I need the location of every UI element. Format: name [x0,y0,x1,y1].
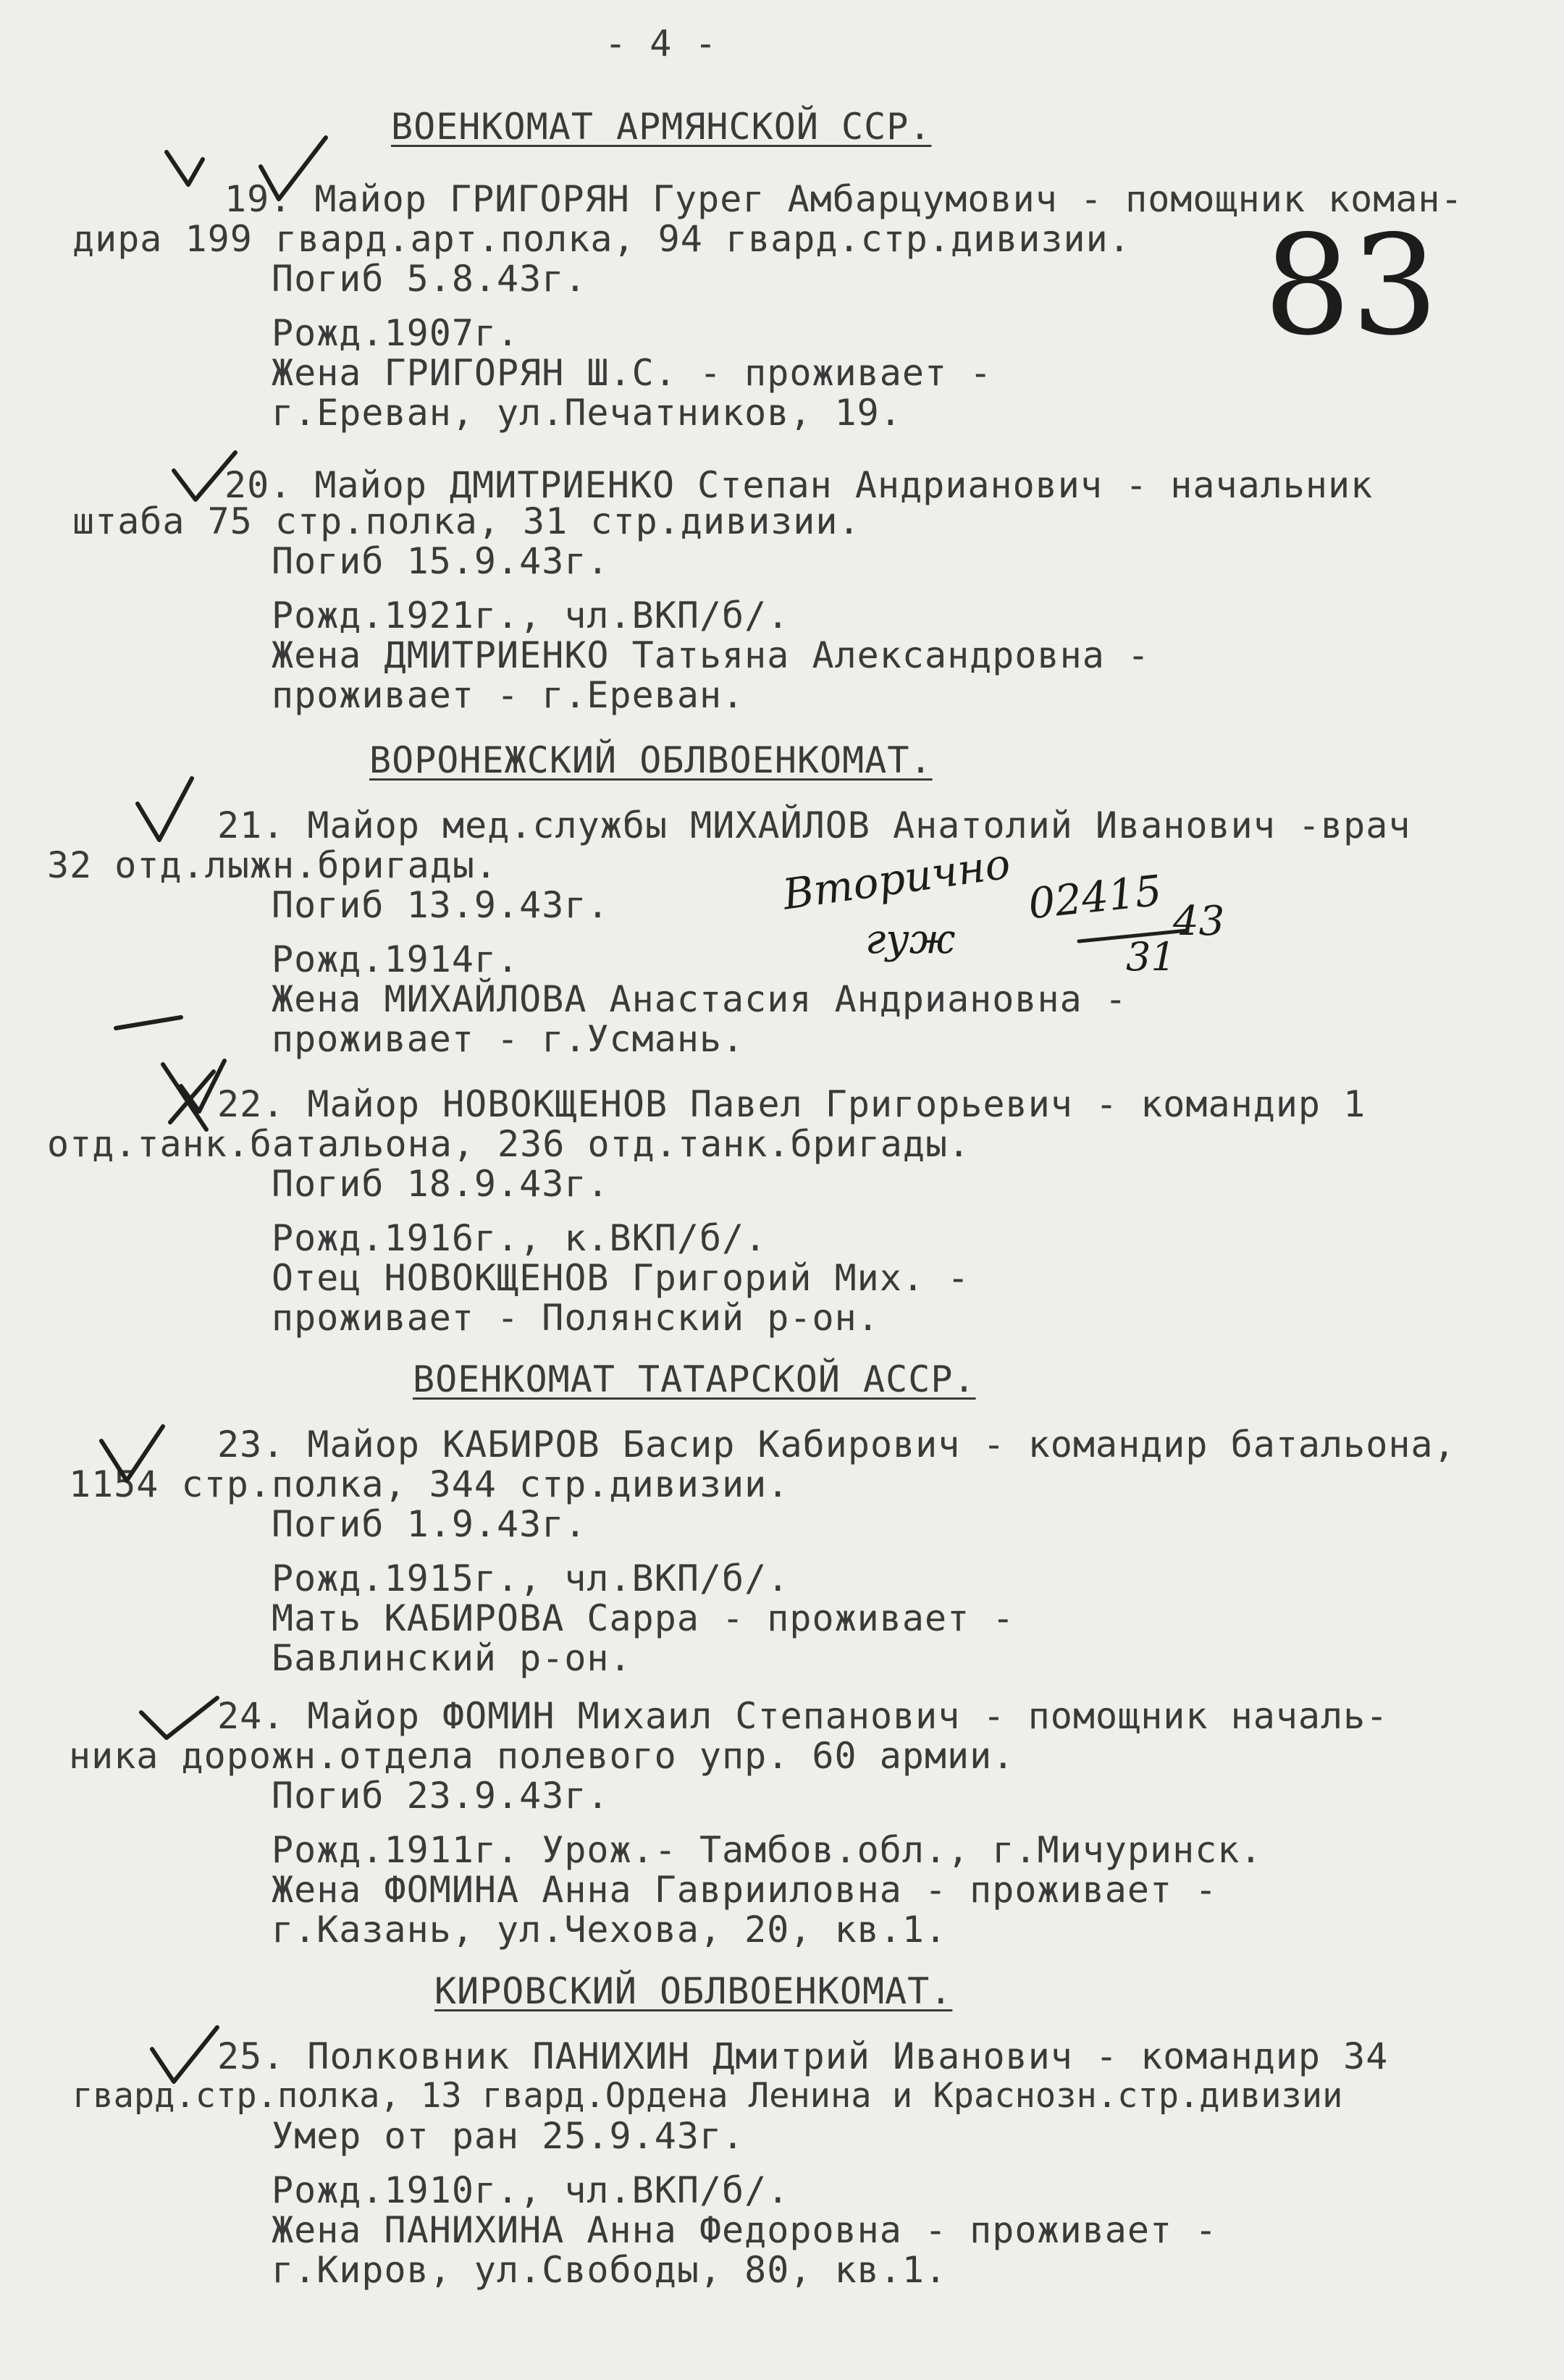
dash-mark-icon [116,1017,181,1028]
entry-line: 32 отд.лыжн.бригады. [47,844,498,886]
entry-detail: проживает - Полянский р-он. [272,1297,880,1339]
check-mark-icon [138,778,192,840]
entry-line: ника дорожн.отдела полевого упр. 60 армии. [69,1735,1015,1777]
entry-line: Погиб 5.8.43г. [272,258,587,300]
entry-detail: Жена ПАНИХИНА Анна Федоровна - проживает - [272,2209,1218,2251]
check-mark-icon [101,1426,163,1481]
entry-line: Погиб 15.9.43г. [272,540,610,582]
section-heading: ВОРОНЕЖСКИЙ ОБЛВОЕНКОМАТ. [369,739,933,781]
entry-line: Погиб 13.9.43г. [272,884,610,926]
entry-line: Умер от ран 25.9.43г. [272,2115,745,2157]
entry-line: 1154 стр.полка, 344 стр.дивизии. [69,1463,790,1505]
entry-detail: Рожд.1915г., чл.ВКП/б/. [272,1557,790,1599]
entry-detail: Рожд.1911г. Урож.- Тамбов.обл., г.Мичуринск. [272,1829,1263,1871]
handwritten-note: 02415 [1025,865,1164,929]
entry-detail: Рожд.1907г. [272,312,520,354]
entry-detail: Отец НОВОКЩЕНОВ Григорий Мих. - [272,1257,970,1299]
entry-detail: Рожд.1921г., чл.ВКП/б/. [272,594,790,636]
entry-detail: Жена ФОМИНА Анна Гаврииловна - проживает - [272,1869,1218,1911]
handwritten-note: 43 [1173,898,1225,945]
page-number: - 4 - [605,22,718,64]
entry-detail: Мать КАБИРОВА Сарра - проживает - [272,1597,1015,1639]
entry-line: 21. Майор мед.службы МИХАЙЛОВ Анатолий Иванович -врач [217,804,1411,846]
entry-line: Погиб 18.9.43г. [272,1163,610,1205]
check-mark-icon [167,152,203,185]
check-mark-icon [174,453,235,500]
entry-line: штаба 75 стр.полка, 31 стр.дивизии. [72,500,861,542]
entry-detail: г.Киров, ул.Свободы, 80, кв.1. [272,2249,948,2291]
underline-stroke [1079,930,1187,941]
entry-detail: проживает - г.Ереван. [272,674,745,716]
entry-detail: г.Казань, ул.Чехова, 20, кв.1. [272,1909,948,1951]
entry-detail: Бавлинский р-он. [272,1637,632,1679]
entry-line: 19. Майор ГРИГОРЯН Гурег Амбарцумович - помощник коман- [224,178,1463,220]
check-mark-icon [152,2027,217,2082]
entry-line: отд.танк.батальона, 236 отд.танк.бригады. [47,1123,971,1165]
check-mark-icon [141,1698,217,1738]
entry-line: дира 199 гвард.арт.полка, 94 гвард.стр.дивизии. [72,218,1131,260]
entry-line: 25. Полковник ПАНИХИН Дмитрий Иванович - командир 34 [217,2035,1389,2077]
check-mark-icon [261,138,326,199]
entry-line: 24. Майор ФОМИН Михаил Степанович - помощник началь- [217,1695,1389,1737]
handwritten-number: 83 [1264,206,1439,366]
entry-detail: проживает - г.Усмань. [272,1018,745,1060]
entry-line: гвард.стр.полка, 13 гвард.Ордена Ленина и Краснозн.стр.дивизии [72,2076,1343,2116]
entry-detail: Рожд.1914г. [272,938,520,980]
entry-detail: Жена ДМИТРИЕНКО Татьяна Александровна - [272,634,1150,676]
entry-detail: г.Ереван, ул.Печатников, 19. [272,392,902,434]
entry-detail: Жена МИХАЙЛОВА Анастасия Андриановна - [272,978,1127,1020]
section-heading: ВОЕНКОМАТ АРМЯНСКОЙ ССР. [391,106,932,148]
entry-detail: Жена ГРИГОРЯН Ш.С. - проживает - [272,352,993,394]
entry-detail: Рожд.1910г., чл.ВКП/б/. [272,2169,790,2211]
handwritten-note: 31 [1126,934,1176,980]
handwritten-note: Вторично [779,838,1014,920]
entry-line: 23. Майор КАБИРОВ Басир Кабирович - командир батальона, [217,1424,1456,1466]
entry-line: 20. Майор ДМИТРИЕНКО Степан Андрианович - начальник [224,464,1374,506]
entry-line: 22. Майор НОВОКЩЕНОВ Павел Григорьевич - командир 1 [217,1083,1366,1125]
entry-line: Погиб 1.9.43г. [272,1503,587,1545]
section-heading: ВОЕНКОМАТ ТАТАРСКОЙ АССР. [413,1358,976,1400]
handwritten-note: гуж [865,916,956,963]
section-heading: КИРОВСКИЙ ОБЛВОЕНКОМАТ. [434,1970,953,2012]
entry-line: Погиб 23.9.43г. [272,1775,610,1817]
entry-detail: Рожд.1916г., к.ВКП/б/. [272,1217,768,1259]
